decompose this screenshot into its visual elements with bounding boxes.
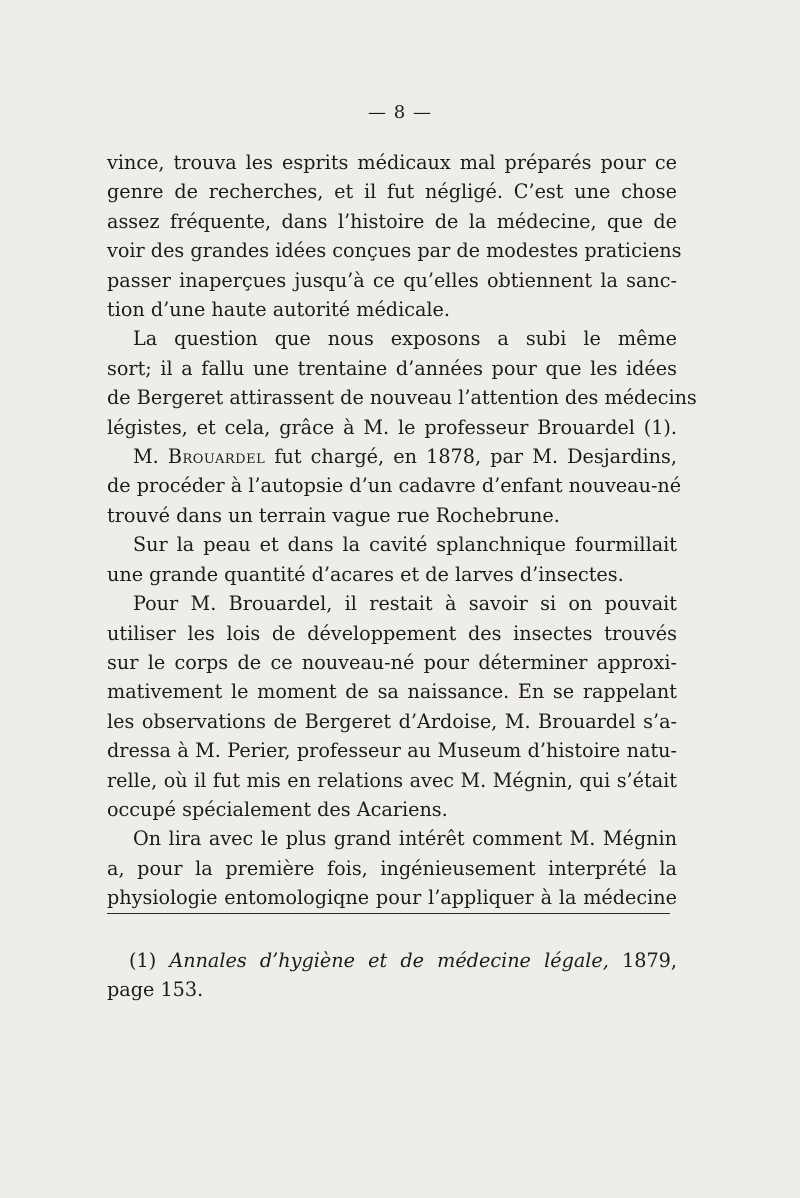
- text-line: occupé spécialement des Acariens.: [107, 797, 448, 821]
- text-line: La question que nous exposons a subi le même: [133, 327, 677, 351]
- text-line: On lira avec le plus grand intérêt comment M. Mégnin: [133, 827, 677, 851]
- body-text: [107, 148, 697, 913]
- text-line: légistes, et cela, grâce à M. le professeur Brouardel (1).: [107, 415, 677, 439]
- footnote-page: page 153.: [107, 978, 204, 1001]
- text-line: de procéder à l’autopsie d’un cadavre d’enfant nouveau-né: [107, 474, 682, 498]
- text-line: a, pour la première fois, ingénieusement interprété la: [107, 856, 677, 880]
- text-line: relle, où il fut mis en relations avec M. Mégnin, qui s’était: [107, 768, 677, 792]
- footnote-title: Annales d’hygiène et de médecine légale,: [169, 949, 609, 972]
- page-number: — 8 —: [368, 102, 432, 123]
- text-line: genre de recherches, et il fut négligé. C’est une chose: [107, 180, 677, 204]
- text-line: utiliser les lois de développement des insectes trouvés: [107, 621, 677, 645]
- text-line: sort; il a fallu une trentaine d’années pour que les idées: [107, 356, 677, 380]
- text-line: dressa à M. Perier, professeur au Museum d’histoire natu-: [107, 739, 677, 763]
- text-segment: fut chargé, en 1878, par M. Desjardins,: [265, 445, 677, 469]
- footnote-marker: (1): [129, 949, 157, 972]
- footnote: [107, 946, 677, 1004]
- text-segment: M.: [133, 445, 168, 469]
- text-line: une grande quantité d’acares et de larves d’insectes.: [107, 562, 624, 586]
- text-line: mativement le moment de sa naissance. En se rappelant: [107, 680, 677, 704]
- text-line: passer inaperçues jusqu’à ce qu’elles obtiennent la sanc-: [107, 268, 677, 292]
- author-name-small-caps: Brouardel: [167, 445, 266, 469]
- footnote-rule: [107, 913, 670, 914]
- text-line: voir des grandes idées conçues par de modestes praticiens: [107, 239, 682, 263]
- text-line: de Bergeret attirassent de nouveau l’attention des médecins: [107, 386, 697, 410]
- text-line: vince, trouva les esprits médicaux mal préparés pour ce: [107, 151, 677, 174]
- text-line: tion d’une haute autorité médicale.: [107, 298, 451, 322]
- text-line: assez fréquente, dans l’histoire de la médecine, que de: [107, 209, 677, 233]
- text-line: [107, 442, 677, 471]
- text-line: trouvé dans un terrain vague rue Rochebrune.: [107, 503, 560, 527]
- text-line: les observations de Bergeret d’Ardoise, M. Brouardel s’a-: [107, 709, 677, 733]
- text-line: Sur la peau et dans la cavité splanchnique fourmillait: [133, 533, 677, 557]
- footnote-year: 1879,: [622, 949, 677, 972]
- text-line: physiologie entomologiqne pour l’appliquer à la médecine: [107, 886, 677, 910]
- footnote-line: [107, 946, 677, 975]
- text-line: sur le corps de ce nouveau-né pour déterminer approxi-: [107, 650, 677, 674]
- text-line: Pour M. Brouardel, il restait à savoir si on pouvait: [133, 592, 677, 616]
